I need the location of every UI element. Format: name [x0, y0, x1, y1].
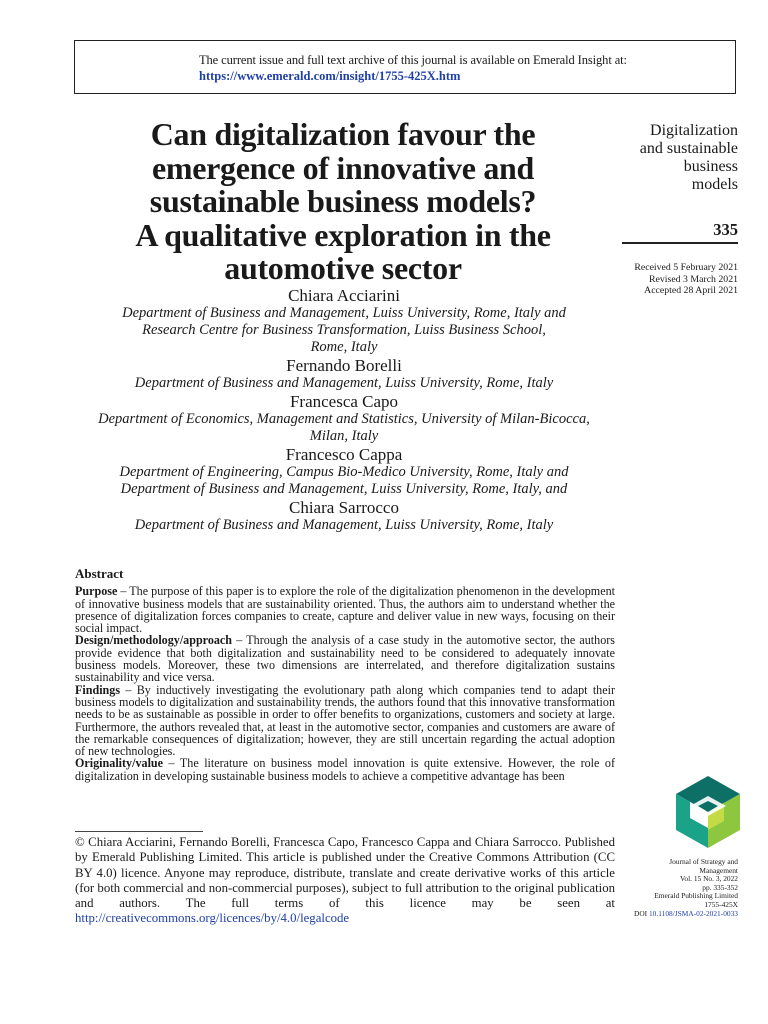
licence-divider [75, 831, 203, 832]
journal-pages: pp. 335-352 [702, 882, 738, 892]
author-block [72, 498, 616, 534]
journal-name-cont: Management [699, 865, 738, 875]
running-head-line: and sustainable [639, 140, 738, 157]
author-affiliation: Department of Engineering, Campus Bio-Medico University, Rome, Italy and [119, 464, 569, 480]
author-name: Chiara Sarrocco [289, 498, 399, 517]
licence-notice [75, 835, 615, 927]
title-line: emergence of innovative and [151, 149, 535, 186]
journal-doi [578, 910, 738, 919]
section-text: – The literature on business model innovation is quite extensive. However, the role of digitalization in developing sustainable business models to achieve a competitive advantage has been [75, 756, 615, 783]
section-text: – Through the analysis of a case study in the automotive sector, the authors provide evidence that both digitalization and sustainability need to be considered to adequately innovate business models. Moreover, these two dimensions are interrelated, and therefore digitalization sustains sustainability and vice versa. [75, 633, 615, 685]
emerald-logo-icon [676, 776, 740, 848]
title-line: Can digitalization favour the [150, 116, 536, 152]
section-text: – The purpose of this paper is to explore the role of the digitalization phenomenon in the development of innovative business models that are sustainability oriented. Thus, the authors aim to understand whether the presence of digitalization forces companies to create, capture and deliver value in new ways, focusing on their social impact. [75, 584, 615, 636]
abstract-design [75, 634, 615, 683]
journal-volume: Vol. 15 No. 3, 2022 [680, 874, 738, 884]
doi-link[interactable]: 10.1108/JSMA-02-2021-0033 [648, 908, 738, 918]
author-affiliation: Research Centre for Business Transformation, Luiss Business School, [142, 322, 546, 338]
licence-link[interactable]: http://creativecommons.org/licences/by/4.0/legalcode [75, 911, 350, 926]
author-affiliation: Department of Economics, Management and Statistics, University of Milan-Bicocca, [98, 411, 590, 427]
running-head-line: Digitalization [650, 122, 738, 139]
author-block [72, 356, 616, 392]
author-name: Fernando Borelli [286, 356, 402, 375]
author-block [72, 286, 616, 356]
title-line: automotive sector [224, 250, 462, 286]
journal-notice-box [74, 40, 736, 94]
journal-info [578, 858, 738, 918]
received-date: Received 5 February 2021 [634, 262, 738, 273]
author-affiliation: Rome, Italy [310, 339, 378, 355]
section-label: Originality/value [75, 756, 164, 771]
abstract-findings [75, 684, 615, 758]
journal-publisher: Emerald Publishing Limited [654, 891, 738, 901]
abstract [75, 568, 615, 782]
abstract-heading: Abstract [75, 566, 124, 581]
title-line: A qualitative exploration in the [135, 216, 551, 253]
author-name: Francesca Capo [289, 392, 399, 411]
author-affiliation: Department of Business and Management, Luiss University, Rome, Italy, and [120, 481, 568, 497]
running-head-line: business [683, 158, 738, 175]
running-head [588, 122, 738, 194]
author-list [72, 286, 616, 534]
doi-label: DOI [633, 908, 649, 918]
author-affiliation: Department of Business and Management, Luiss University, Rome, Italy [134, 517, 554, 533]
journal-issn: 1755-425X [704, 899, 738, 909]
abstract-purpose [75, 585, 615, 634]
abstract-originality [75, 757, 615, 782]
author-block [72, 445, 616, 498]
notice-text: The current issue and full text archive of this journal is available on Emerald Insight at: [199, 53, 627, 67]
journal-url-link[interactable]: https://www.emerald.com/insight/1755-425X.htm [199, 69, 461, 83]
author-affiliation: Department of Business and Management, Luiss University, Rome, Italy [134, 375, 554, 391]
journal-name: Journal of Strategy and [669, 857, 738, 866]
licence-text: © Chiara Acciarini, Fernando Borelli, Francesca Capo, Francesco Cappa and Chiara Sarrocco. Published by Emerald Publishing Limited. This article is published under the Creative Commons Attribution (CC BY 4.0) licence. Anyone may reproduce, distribute, translate and create derivative works of this article (for both commercial and non-commercial purposes), subject to full attribution to the original publication and authors. The full terms of this licence may be seen at [75, 835, 615, 911]
section-text: – By inductively investigating the evolutionary path along which companies tend to adapt their business models to digitalization and sustainability trends, the authors found that this innovative transformation needs to be as sustainable as possible in order to offer benefits to organizations, customers and society at large. Furthermore, the authors revealed that, at least in the automotive sector, companies and customers are aware of the remarkable consequences of digitalization; however, they are still uncertain regarding the actual adoption of new technologies. [75, 682, 615, 759]
author-name: Francesco Cappa [285, 445, 403, 464]
section-label: Findings [75, 682, 121, 697]
author-affiliation: Milan, Italy [309, 428, 379, 444]
article-title [80, 118, 606, 286]
section-label: Design/methodology/approach [75, 633, 233, 648]
title-line: sustainable business models? [149, 183, 537, 219]
accepted-date: Accepted 28 April 2021 [644, 285, 738, 296]
author-name: Chiara Acciarini [288, 286, 400, 305]
page-number: 335 [713, 220, 738, 239]
section-label: Purpose [75, 584, 118, 599]
author-block [72, 392, 616, 445]
margin-divider [622, 242, 738, 244]
revised-date: Revised 3 March 2021 [649, 273, 738, 285]
author-affiliation: Department of Business and Management, Luiss University, Rome, Italy and [122, 305, 566, 321]
running-head-line: models [691, 176, 738, 193]
